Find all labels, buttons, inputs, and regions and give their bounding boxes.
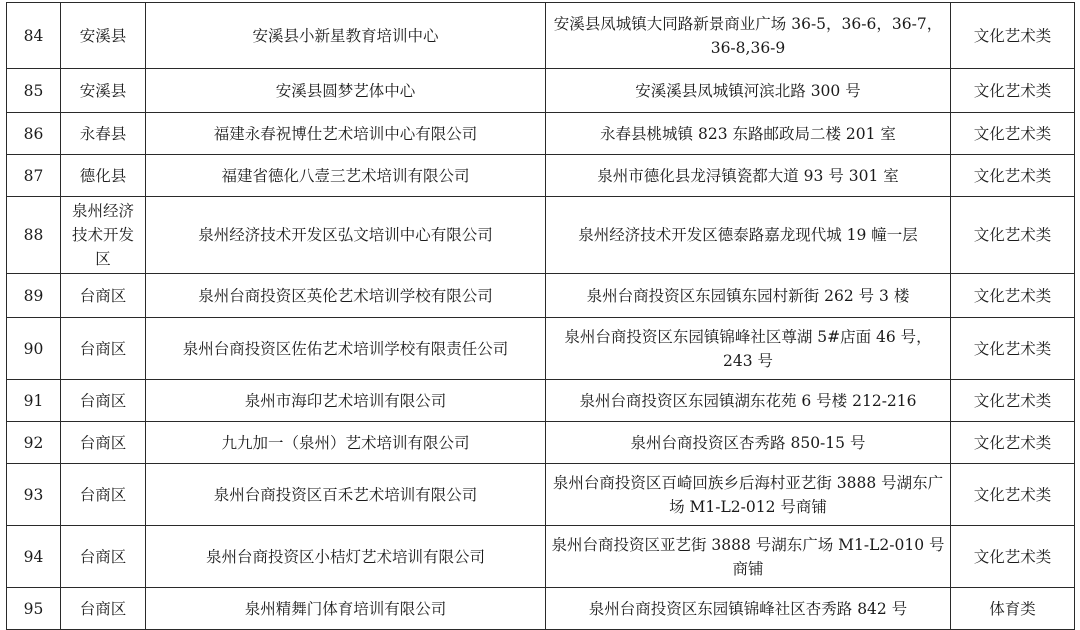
category-cell: 文化艺术类 — [951, 464, 1075, 526]
table-row — [7, 155, 1075, 197]
county-cell: 泉州经济技术开发区 — [61, 197, 146, 274]
county-cell: 台商区 — [61, 526, 146, 588]
address-cell: 泉州台商投资区东园镇东园村新街 262 号 3 楼 — [546, 274, 951, 318]
county-cell: 安溪县 — [61, 3, 146, 69]
county-cell: 台商区 — [61, 422, 146, 464]
institution-name: 泉州台商投资区百禾艺术培训有限公司 — [146, 464, 546, 526]
category-cell: 文化艺术类 — [951, 113, 1075, 155]
row-number: 90 — [7, 318, 61, 380]
address-cell: 泉州台商投资区东园镇锦峰社区尊湖 5#店面 46 号，243 号 — [546, 318, 951, 380]
row-number: 94 — [7, 526, 61, 588]
institution-name: 泉州台商投资区小桔灯艺术培训有限公司 — [146, 526, 546, 588]
institution-name: 安溪县小新星教育培训中心 — [146, 3, 546, 69]
table-row — [7, 380, 1075, 422]
category-cell: 文化艺术类 — [951, 3, 1075, 69]
address-cell: 泉州市德化县龙浔镇瓷都大道 93 号 301 室 — [546, 155, 951, 197]
category-cell: 文化艺术类 — [951, 69, 1075, 113]
address-cell: 泉州台商投资区杏秀路 850-15 号 — [546, 422, 951, 464]
institution-name: 安溪县圆梦艺体中心 — [146, 69, 546, 113]
institution-name: 泉州市海印艺术培训有限公司 — [146, 380, 546, 422]
address-cell: 安溪溪县凤城镇河滨北路 300 号 — [546, 69, 951, 113]
institution-name: 福建省德化八壹三艺术培训有限公司 — [146, 155, 546, 197]
row-number: 88 — [7, 197, 61, 274]
address-cell: 泉州台商投资区百崎回族乡后海村亚艺街 3888 号湖东广场 M1-L2-012 号商铺 — [546, 464, 951, 526]
row-number: 84 — [7, 3, 61, 69]
table-row — [7, 318, 1075, 380]
category-cell: 文化艺术类 — [951, 422, 1075, 464]
county-cell: 台商区 — [61, 380, 146, 422]
county-cell: 永春县 — [61, 113, 146, 155]
address-cell: 泉州经济技术开发区德泰路嘉龙现代城 19 幢一层 — [546, 197, 951, 274]
table-row — [7, 197, 1075, 274]
institution-name: 泉州台商投资区英伦艺术培训学校有限公司 — [146, 274, 546, 318]
address-cell: 泉州台商投资区东园镇湖东花苑 6 号楼 212-216 — [546, 380, 951, 422]
county-cell: 台商区 — [61, 464, 146, 526]
category-cell: 文化艺术类 — [951, 318, 1075, 380]
table-row — [7, 526, 1075, 588]
table-row — [7, 274, 1075, 318]
row-number: 93 — [7, 464, 61, 526]
row-number: 89 — [7, 274, 61, 318]
row-number: 95 — [7, 588, 61, 630]
table-row — [7, 69, 1075, 113]
institution-table — [6, 2, 1075, 630]
county-cell: 台商区 — [61, 318, 146, 380]
row-number: 92 — [7, 422, 61, 464]
institution-name: 九九加一（泉州）艺术培训有限公司 — [146, 422, 546, 464]
table-row — [7, 3, 1075, 69]
row-number: 86 — [7, 113, 61, 155]
category-cell: 文化艺术类 — [951, 155, 1075, 197]
table-row — [7, 422, 1075, 464]
address-cell: 泉州台商投资区亚艺街 3888 号湖东广场 M1-L2-010 号商铺 — [546, 526, 951, 588]
category-cell: 文化艺术类 — [951, 526, 1075, 588]
address-cell: 泉州台商投资区东园镇锦峰社区杏秀路 842 号 — [546, 588, 951, 630]
county-cell: 台商区 — [61, 274, 146, 318]
institution-name: 泉州经济技术开发区弘文培训中心有限公司 — [146, 197, 546, 274]
category-cell: 文化艺术类 — [951, 274, 1075, 318]
row-number: 91 — [7, 380, 61, 422]
category-cell: 文化艺术类 — [951, 380, 1075, 422]
county-cell: 台商区 — [61, 588, 146, 630]
county-cell: 安溪县 — [61, 69, 146, 113]
table-row — [7, 464, 1075, 526]
row-number: 85 — [7, 69, 61, 113]
row-number: 87 — [7, 155, 61, 197]
institution-name: 福建永春祝博仕艺术培训中心有限公司 — [146, 113, 546, 155]
category-cell: 文化艺术类 — [951, 197, 1075, 274]
table-row — [7, 113, 1075, 155]
category-cell: 体育类 — [951, 588, 1075, 630]
institution-name: 泉州精舞门体育培训有限公司 — [146, 588, 546, 630]
table-row — [7, 588, 1075, 630]
institution-name: 泉州台商投资区佐佑艺术培训学校有限责任公司 — [146, 318, 546, 380]
address-cell: 永春县桃城镇 823 东路邮政局二楼 201 室 — [546, 113, 951, 155]
address-cell: 安溪县凤城镇大同路新景商业广场 36-5，36-6，36-7，36-8,36-9 — [546, 3, 951, 69]
county-cell: 德化县 — [61, 155, 146, 197]
